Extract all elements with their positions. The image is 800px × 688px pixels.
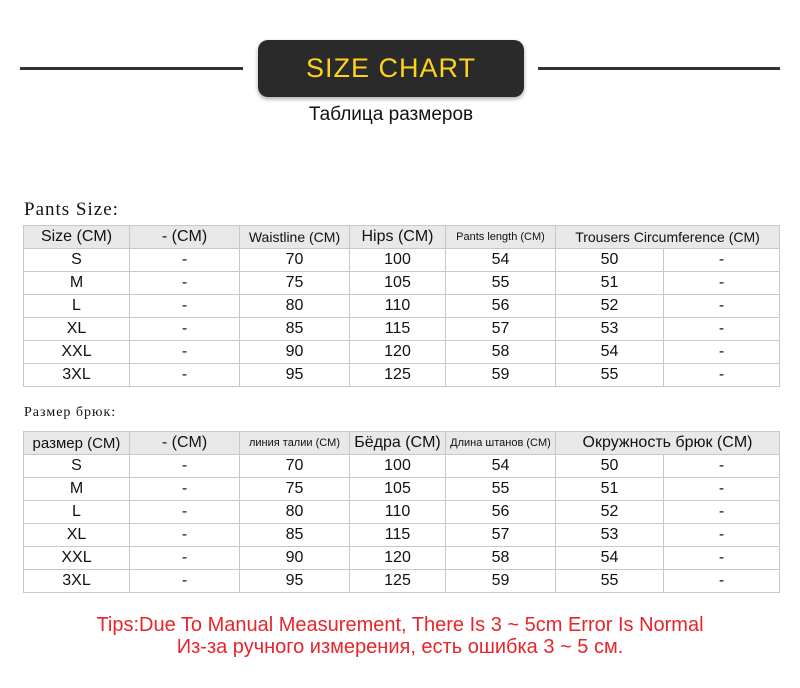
header-cell: размер (CM) (24, 432, 130, 455)
table-cell: S (24, 249, 130, 272)
table-cell: 59 (446, 364, 556, 387)
table-cell: - (664, 341, 780, 364)
table-cell: M (24, 478, 130, 501)
table-cell: 52 (556, 501, 664, 524)
header-cell: Длина штанов (CM) (446, 432, 556, 455)
table-cell: 95 (240, 570, 350, 593)
table-cell: XXL (24, 547, 130, 570)
table-cell: XL (24, 318, 130, 341)
table-cell: 120 (350, 341, 446, 364)
table-cell: 120 (350, 547, 446, 570)
table-cell: XXL (24, 341, 130, 364)
section-label-english: Pants Size: (24, 199, 119, 220)
table-cell: 75 (240, 478, 350, 501)
header-cell: Hips (CM) (350, 226, 446, 249)
table-cell: - (664, 272, 780, 295)
tips-english: Tips:Due To Manual Measurement, There Is 3 ~ 5cm Error Is Normal (96, 614, 704, 636)
header-divider-right (538, 67, 780, 70)
table-cell: 50 (556, 455, 664, 478)
table-cell: - (130, 364, 240, 387)
table-row (24, 478, 780, 501)
table-cell: - (664, 364, 780, 387)
table-cell: 54 (556, 547, 664, 570)
table-cell: 55 (556, 570, 664, 593)
table-cell: 56 (446, 295, 556, 318)
table-cell: 3XL (24, 364, 130, 387)
header-cell: Trousers Circumference (CM) (556, 226, 780, 249)
header-cell: Бёдра (CM) (350, 432, 446, 455)
table-row (24, 364, 780, 387)
pants-size-table-russian (23, 431, 780, 593)
table-cell: 53 (556, 524, 664, 547)
table-cell: - (130, 249, 240, 272)
table-row (24, 455, 780, 478)
table-cell: 54 (446, 455, 556, 478)
table-cell: 54 (446, 249, 556, 272)
table-cell: 110 (350, 295, 446, 318)
table-cell: - (664, 478, 780, 501)
table-cell: 80 (240, 501, 350, 524)
table-cell: 55 (446, 272, 556, 295)
table-cell: - (130, 570, 240, 593)
table-cell: 51 (556, 478, 664, 501)
table-cell: - (664, 501, 780, 524)
table-cell: 58 (446, 341, 556, 364)
table-cell: - (664, 318, 780, 341)
table-row (24, 272, 780, 295)
header-cell: - (CM) (130, 432, 240, 455)
table-cell: - (130, 501, 240, 524)
table-cell: - (664, 570, 780, 593)
header-cell: Pants length (CM) (446, 226, 556, 249)
table-cell: 85 (240, 318, 350, 341)
table-cell: 55 (556, 364, 664, 387)
table-cell: 56 (446, 501, 556, 524)
tips-russian: Из-за ручного измерения, есть ошибка 3 ~ 5 см. (176, 636, 624, 658)
table-row (24, 295, 780, 318)
table-cell: 70 (240, 249, 350, 272)
table-cell: 53 (556, 318, 664, 341)
header-cell: линия талии (CM) (240, 432, 350, 455)
table-row (24, 341, 780, 364)
table-header-row (24, 432, 780, 455)
table-cell: 100 (350, 455, 446, 478)
table-cell: S (24, 455, 130, 478)
table-cell: - (130, 547, 240, 570)
table-cell: - (664, 524, 780, 547)
table-cell: 57 (446, 318, 556, 341)
table-row (24, 570, 780, 593)
table-cell: L (24, 295, 130, 318)
table-cell: 90 (240, 341, 350, 364)
table-cell: 95 (240, 364, 350, 387)
table-cell: 85 (240, 524, 350, 547)
table-cell: - (130, 455, 240, 478)
size-chart-title: SIZE CHART (258, 40, 524, 97)
table-cell: - (130, 272, 240, 295)
table-cell: 105 (350, 272, 446, 295)
table-cell: 59 (446, 570, 556, 593)
table-cell: 100 (350, 249, 446, 272)
table-cell: - (664, 295, 780, 318)
pants-size-table-english (23, 225, 780, 387)
table-header-row (24, 226, 780, 249)
table-cell: 80 (240, 295, 350, 318)
table-cell: 125 (350, 364, 446, 387)
table-row (24, 501, 780, 524)
header-divider-left (20, 67, 243, 70)
table-cell: 57 (446, 524, 556, 547)
table-row (24, 547, 780, 570)
table-cell: 105 (350, 478, 446, 501)
table-row (24, 524, 780, 547)
table-cell: 125 (350, 570, 446, 593)
table-cell: 50 (556, 249, 664, 272)
table-cell: M (24, 272, 130, 295)
table-cell: 58 (446, 547, 556, 570)
header-cell: - (CM) (130, 226, 240, 249)
table-cell: - (664, 249, 780, 272)
table-cell: 3XL (24, 570, 130, 593)
table-cell: - (664, 455, 780, 478)
table-cell: 54 (556, 341, 664, 364)
table-cell: 51 (556, 272, 664, 295)
table-cell: 70 (240, 455, 350, 478)
header-cell: Waistline (CM) (240, 226, 350, 249)
table-cell: - (130, 524, 240, 547)
table-cell: 110 (350, 501, 446, 524)
table-cell: 52 (556, 295, 664, 318)
table-cell: 90 (240, 547, 350, 570)
header-cell: Size (CM) (24, 226, 130, 249)
table-cell: XL (24, 524, 130, 547)
subtitle: Таблица размеров (308, 104, 474, 125)
table-cell: L (24, 501, 130, 524)
table-cell: 115 (350, 318, 446, 341)
table-row (24, 318, 780, 341)
table-cell: - (130, 295, 240, 318)
table-row (24, 249, 780, 272)
table-cell: 115 (350, 524, 446, 547)
table-cell: - (130, 341, 240, 364)
table-cell: - (664, 547, 780, 570)
table-cell: - (130, 318, 240, 341)
section-label-russian: Размер брюк: (24, 405, 117, 420)
table-cell: 75 (240, 272, 350, 295)
table-cell: 55 (446, 478, 556, 501)
table-cell: - (130, 478, 240, 501)
header-cell: Окружность брюк (CM) (556, 432, 780, 455)
